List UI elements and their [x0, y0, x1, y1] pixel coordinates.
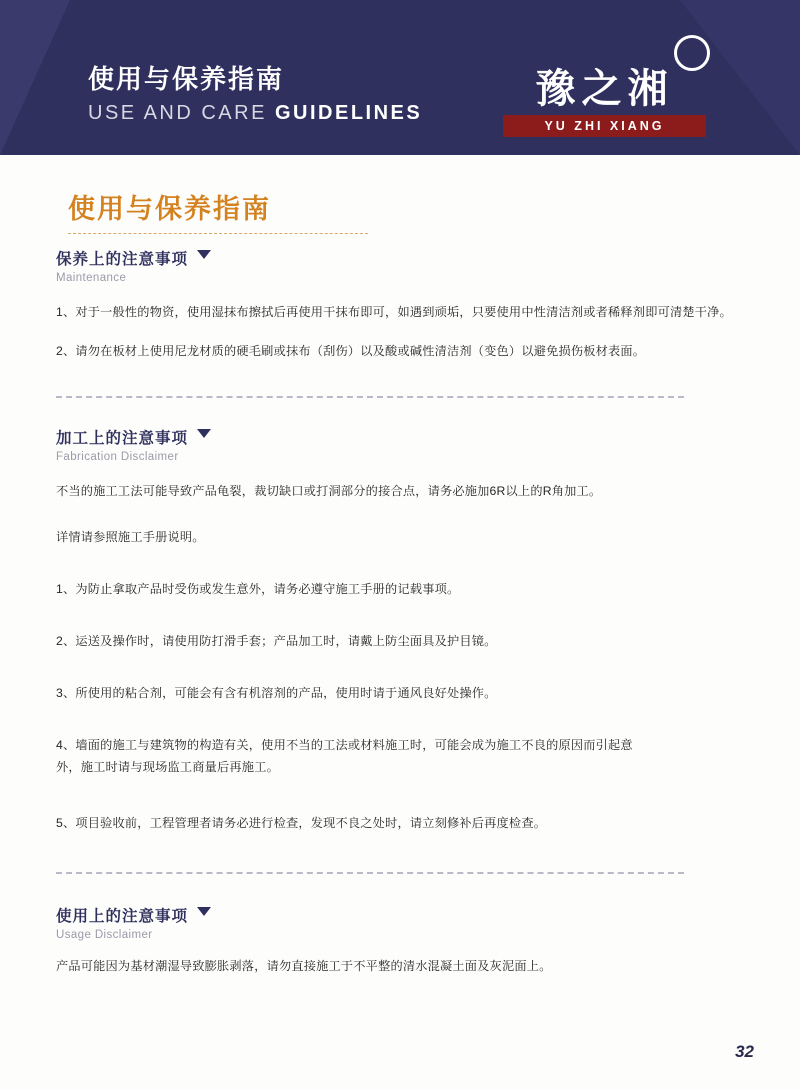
- paragraph: 3、所使用的粘合剂，可能会有含有机溶剂的产品，使用时请于通风良好处操作。: [56, 686, 497, 700]
- section-title-en: Fabrication Disclaimer: [56, 451, 179, 463]
- header-title-en: [88, 101, 422, 125]
- section-title-cn: 加工上的注意事项: [56, 430, 189, 447]
- paragraph: 1、对于一般性的物资，使用湿抹布擦拭后再使用干抹布即可，如遇到顽垢，只要使用中性清洁剂或者稀释剂即可清楚干净。: [56, 305, 732, 319]
- section-heading-group: [56, 904, 746, 941]
- section-title-cn: 保养上的注意事项: [56, 251, 189, 268]
- section-heading-group: [56, 247, 746, 284]
- page-title: 使用与保养指南: [68, 194, 271, 224]
- header-title-cn: 使用与保养指南: [88, 64, 285, 94]
- page-body: [0, 155, 800, 1090]
- section-title-cn: 使用上的注意事项: [56, 908, 189, 925]
- section-maintenance: [56, 247, 746, 362]
- section-fabrication: [56, 426, 746, 834]
- paragraph: 2、运送及操作时，请使用防打滑手套；产品加工时，请戴上防尘面具及护目镜。: [56, 634, 497, 648]
- section-divider: [56, 872, 684, 874]
- section-title-en: Usage Disclaimer: [56, 929, 153, 941]
- page-header: [0, 0, 800, 155]
- section-usage: [56, 904, 746, 977]
- header-decoration-left: [0, 0, 70, 155]
- section-title-en: Maintenance: [56, 272, 127, 284]
- logo-text-cn: 豫之湘: [535, 66, 674, 112]
- page-number: 32: [735, 1042, 754, 1061]
- header-title-en-light: USE AND CARE: [88, 102, 275, 124]
- paragraph: 详情请参照施工手册说明。: [56, 530, 205, 544]
- paragraph: 2、请勿在板材上使用尼龙材质的硬毛刷或抹布（刮伤）以及酸或碱性清洁剂（变色）以避免损伤板材表面。: [56, 344, 646, 358]
- paragraph: 4、墙面的施工与建筑物的构造有关，使用不当的工法或材料施工时，可能会成为施工不良的原因而引起意外，施工时请与现场监工商量后再施工。: [56, 738, 633, 774]
- title-underline: [68, 233, 368, 234]
- section-divider: [56, 396, 684, 398]
- triangle-marker-icon: [197, 250, 211, 259]
- header-title-group: [88, 63, 422, 125]
- section-heading-group: [56, 426, 746, 463]
- logo-text-en: YU ZHI XIANG: [544, 119, 665, 133]
- paragraph: 1、为防止拿取产品时受伤或发生意外，请务必遵守施工手册的记载事项。: [56, 582, 460, 596]
- paragraph: 产品可能因为基材潮湿导致膨胀剥落，请勿直接施工于不平整的清水混凝土面及灰泥面上。: [56, 959, 552, 973]
- content-area: [56, 247, 746, 977]
- paragraph: 不当的施工工法可能导致产品龟裂，裁切缺口或打洞部分的接合点，请务必施加6R以上的R角加工。: [56, 484, 602, 498]
- header-title-en-bold: GUIDELINES: [274, 102, 423, 124]
- triangle-marker-icon: [197, 429, 211, 438]
- brand-logo: [497, 35, 712, 140]
- paragraph: 5、项目验收前，工程管理者请务必进行检查，发现不良之处时，请立刻修补后再度检查。: [56, 816, 547, 830]
- triangle-marker-icon: [197, 907, 211, 916]
